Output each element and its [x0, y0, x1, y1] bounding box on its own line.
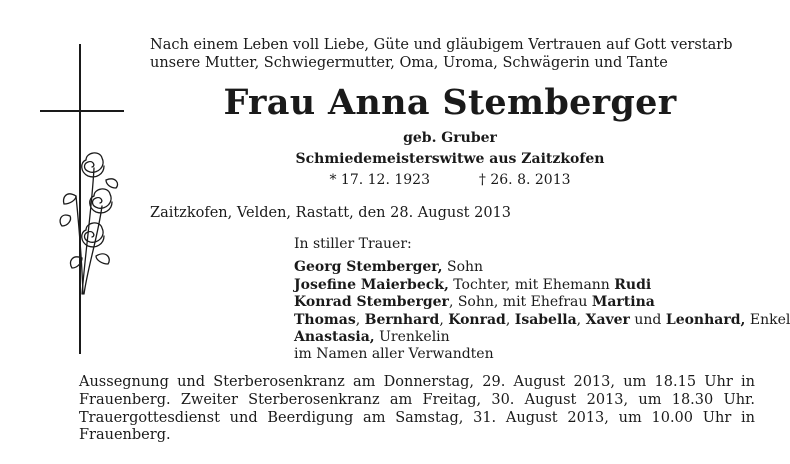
- mourner-name: Georg Stemberger,: [294, 259, 443, 276]
- mourner-row: [294, 294, 764, 311]
- death-date: † 26. 8. 2013: [478, 172, 571, 188]
- roses-icon: [56, 146, 126, 296]
- separator: ,: [576, 311, 586, 328]
- place-and-date: Zaitzkofen, Velden, Rastatt, den 28. August 2013: [150, 205, 511, 221]
- birth-date: * 17. 12. 1923: [329, 172, 430, 188]
- separator: ,: [439, 311, 449, 328]
- mourner-name: Josefine Maierbeck,: [294, 276, 449, 293]
- deceased-name: Frau Anna Stemberger: [223, 82, 677, 123]
- mourner-partner: Martina: [591, 294, 655, 311]
- grandchild-name: Xaver: [585, 311, 630, 328]
- grandchild-name: Konrad: [448, 311, 506, 328]
- grandchild-name: Leonhard,: [665, 311, 746, 328]
- intro-text: Nach einem Leben voll Liebe, Güte und gläubigem Vertrauen auf Gott verstarb unsere Mutter, Schwiegermutter, Oma, Uroma, Schwägerin und Tante: [150, 37, 733, 71]
- funeral-details: Aussegnung und Sterberosenkranz am Donnerstag, 29. August 2013, um 18.15 Uhr in Frauenberg. Zweiter Sterberosenkranz am Freitag, 30. August 2013, um 18.30 Uhr. Trauergottesdienst und Beerdigung am Samstag, 31. August 2013, um 10.00 Uhr in Frauenberg.: [79, 374, 755, 444]
- mourner-relation: , Sohn, mit Ehefrau: [448, 294, 592, 311]
- separator: ,: [355, 311, 365, 328]
- mourners-heading: In stiller Trauer:: [294, 236, 412, 252]
- maiden-name: geb. Gruber: [403, 130, 497, 146]
- deceased-title: Schmiedemeisterswitwe aus Zaitzkofen: [295, 151, 605, 167]
- grandchild-name: Isabella: [514, 311, 577, 328]
- mourner-name: Konrad Stemberger: [294, 294, 449, 311]
- grandchild-name: Thomas: [294, 311, 356, 328]
- mourner-relation: Sohn: [442, 259, 484, 276]
- cross-horizontal-bar: [40, 110, 124, 112]
- mourner-relation: Urenkelin: [374, 329, 450, 346]
- mourners-block: [294, 236, 790, 364]
- mourner-row: [294, 259, 764, 276]
- closing-line: im Namen aller Verwandten: [294, 346, 494, 363]
- mourner-partner: Rudi: [614, 276, 652, 293]
- separator: ,: [505, 311, 515, 328]
- grandchildren-row: [294, 311, 790, 329]
- relation-label: Enkel: [745, 311, 790, 328]
- life-dates: [150, 172, 750, 188]
- separator: und: [629, 311, 666, 328]
- mourner-row: [294, 329, 764, 346]
- mourner-row: [294, 277, 764, 294]
- grandchild-name: Bernhard: [364, 311, 440, 328]
- mourner-name: Anastasia,: [294, 329, 375, 346]
- mourner-relation: Tochter, mit Ehemann: [448, 276, 615, 293]
